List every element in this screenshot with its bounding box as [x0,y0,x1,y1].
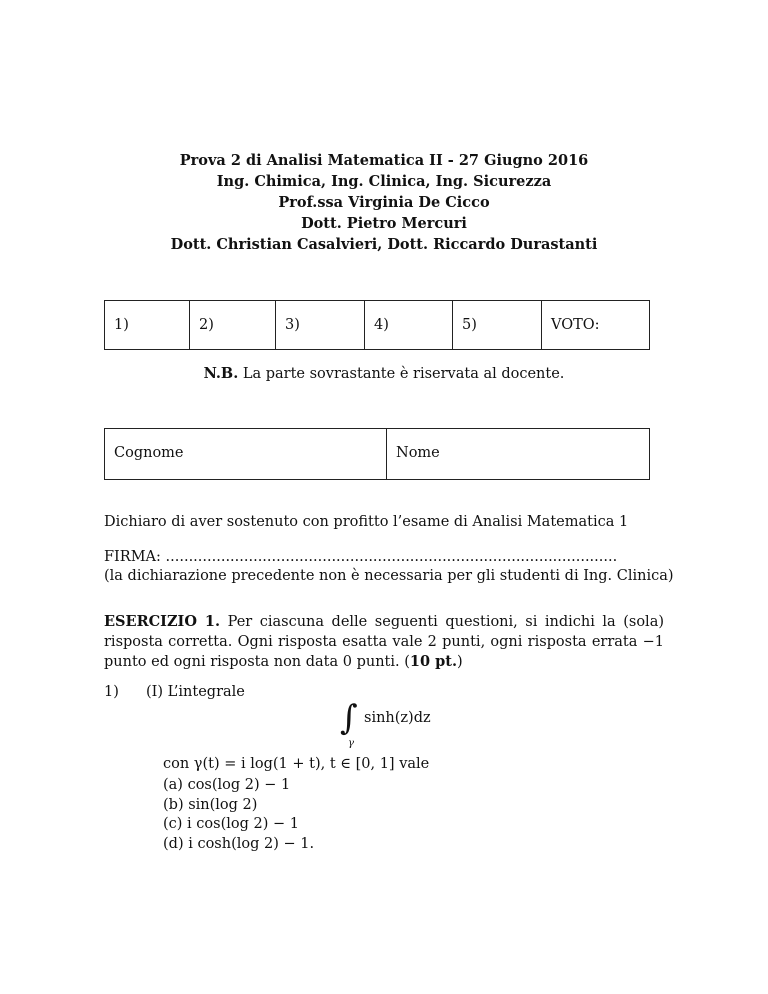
nb-label: N.B. [203,365,239,382]
answer-options [163,776,314,854]
option-a[interactable]: (a) cos(log 2) − 1 [163,777,291,793]
option-d[interactable]: (d) i cosh(log 2) − 1. [163,835,315,852]
grade-cell-voto: VOTO: [542,301,650,350]
professor-name: Prof.ssa Virginia De Cicco [278,194,490,211]
exercise-instructions [104,612,664,672]
exam-title: Prova 2 di Analisi Matematica II - 27 Giugno 2016 [179,152,589,169]
option-b[interactable]: (b) sin(log 2) [163,796,258,813]
exercise-close: ) [457,654,463,670]
integral-formula [336,700,456,750]
grade-cell-4: 4) [365,301,453,350]
grade-cell-3: 3) [276,301,365,350]
nb-note [0,365,768,382]
assistant-name: Dott. Pietro Mercuri [301,215,467,232]
integral-sign: ∫ [340,698,358,738]
exercise-title: ESERCIZIO 1. [104,613,221,630]
exam-header [0,150,768,255]
signature-note: (la dichiarazione precedente non è necessaria per gli studenti di Ing. Clinica) [104,568,674,584]
nb-text: La parte sovrastante è riservata al docente. [238,366,565,382]
signature-line[interactable]: FIRMA: .................................................................................................. [104,549,618,565]
exercise-points: 10 pt. [409,653,458,670]
integral-subscript: γ [348,738,354,749]
grades-table [104,300,650,350]
course-list: Ing. Chimica, Ing. Clinica, Ing. Sicurezza [216,173,552,190]
question-intro: (I) L’integrale [146,684,245,700]
option-c[interactable]: (c) i cos(log 2) − 1 [163,816,299,832]
surname-field[interactable]: Cognome [105,429,387,480]
declaration-text: Dichiaro di aver sostenuto con profitto l’esame di Analisi Matematica 1 [104,514,629,530]
grade-cell-1: 1) [105,301,190,350]
integrand: sinh(z)dz [364,710,431,726]
exercise-text: Per ciascuna delle seguenti questioni, si indichi la (sola) risposta corretta. Ogni risposta esatta vale 2 punti, ogni risposta errata −1 punto ed ogni risposta non data 0 punti. ( [104,614,664,670]
question-number: 1) [104,684,119,700]
assistants-names: Dott. Christian Casalvieri, Dott. Riccardo Durastanti [170,236,598,253]
grade-cell-2: 2) [190,301,276,350]
student-name-table [104,428,650,480]
grade-cell-5: 5) [453,301,542,350]
signature-block [104,548,674,586]
name-field[interactable]: Nome [387,429,650,480]
integral-condition: con γ(t) = i log(1 + t), t ∈ [0, 1] vale [163,756,430,772]
